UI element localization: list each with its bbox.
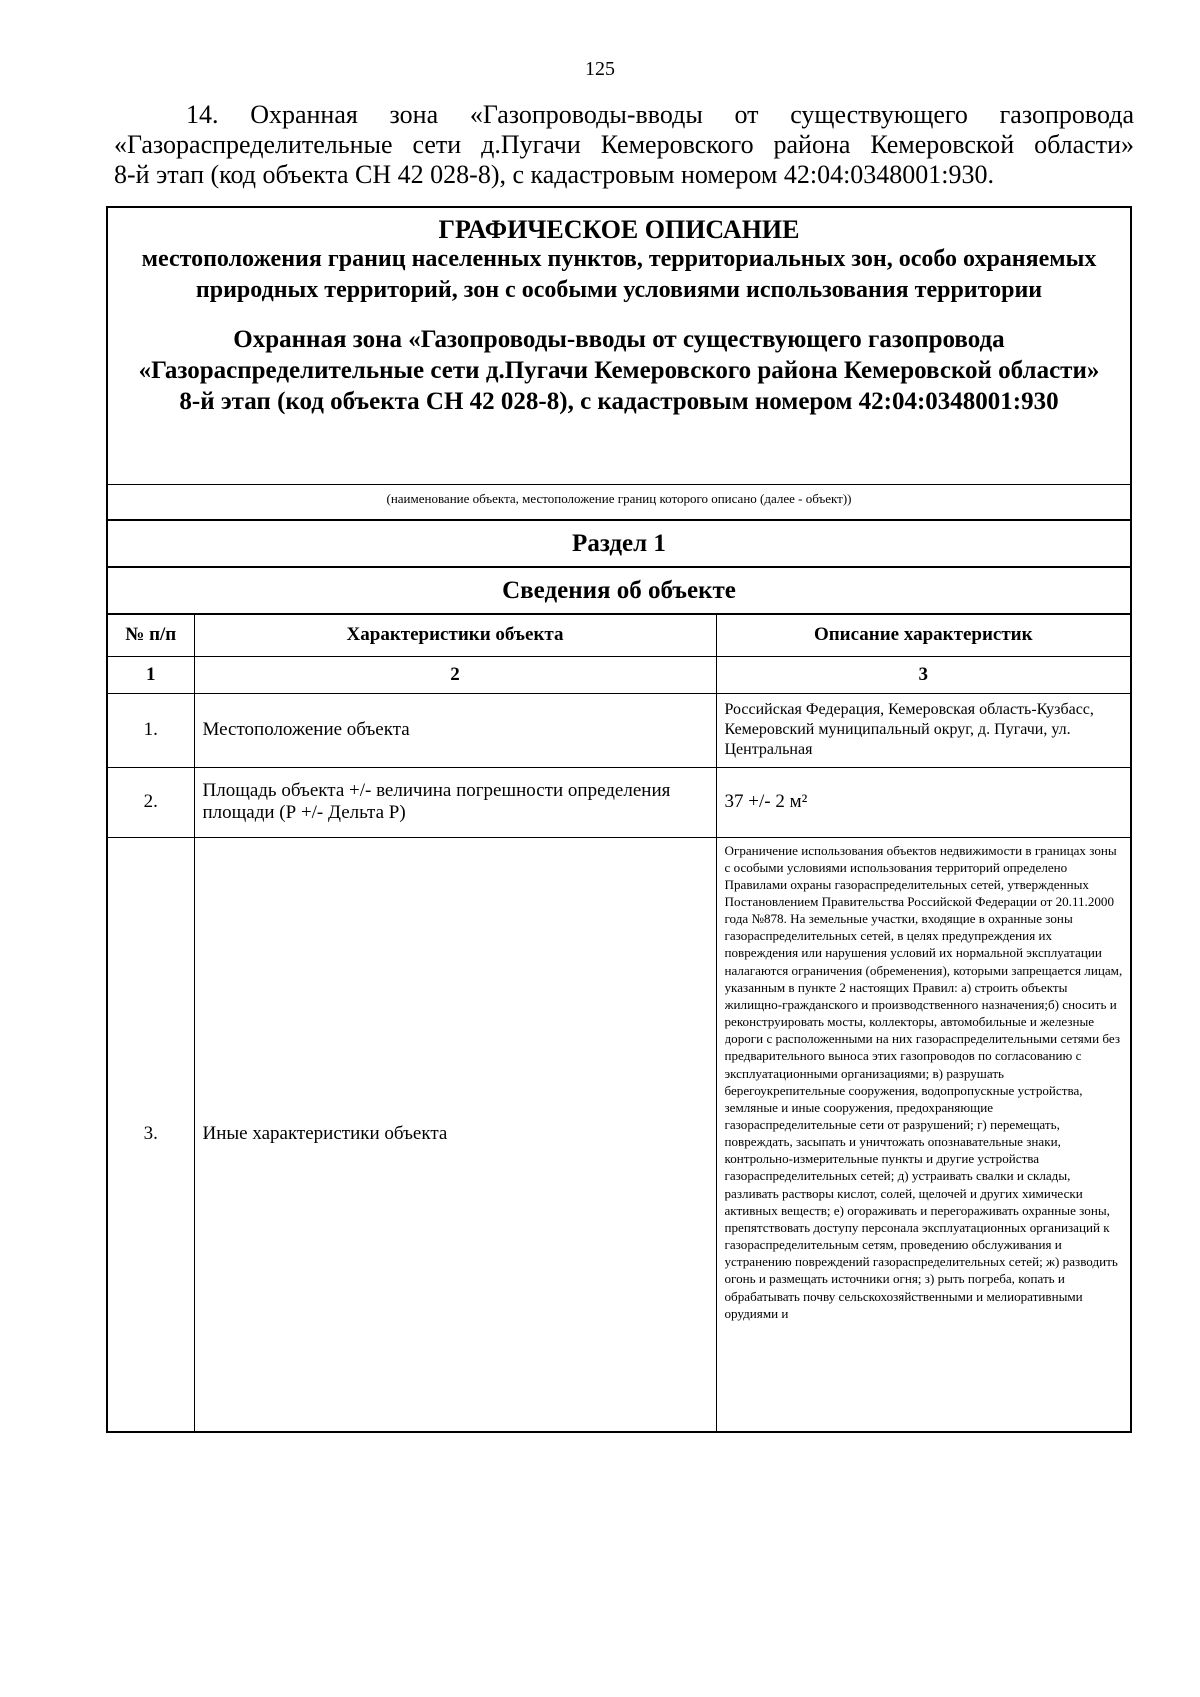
row-description-cell (716, 837, 1130, 1431)
section-label: Раздел 1 (108, 519, 1130, 566)
row-characteristic: Местоположение объекта (194, 693, 716, 767)
intro-line-2: «Газораспределительные сети д.Пугачи Кемеровского района Кемеровской области» (114, 130, 1134, 159)
table-row (108, 837, 1130, 1431)
header-number: № п/п (108, 614, 194, 656)
row-characteristic: Иные характеристики объекта (194, 837, 716, 1431)
row-number: 1. (108, 693, 194, 767)
column-number-row (108, 656, 1130, 693)
column-number-2: 2 (194, 656, 716, 693)
object-caption: (наименование объекта, местоположение границ которого описано (далее - объект)) (108, 484, 1130, 519)
header-description: Описание характеристик (716, 614, 1130, 656)
row-number: 2. (108, 767, 194, 837)
form-title: ГРАФИЧЕСКОЕ ОПИСАНИЕ (438, 215, 800, 244)
row-description: 37 +/- 2 м² (716, 767, 1130, 837)
row-description: Ограничение использования объектов недвижимости в границах зоны с особыми условиями использования территорий определено Правилами охраны газораспределительных сетей, утвержденных Постановлением Правительства Российской Федерации от 20.11.2000 года №878. На земельные участки, входящие в охранные зоны газораспределительных сетей, в целях предупреждения их повреждения или нарушения условий их нормальной эксплуатации налагаются ограничения (обременения), которыми запрещается лицам, указанным в пункте 2 настоящих Правил: а) строить объекты жилищно-гражданского и производственного назначения;б) сносить и реконструировать мосты, коллекторы, автомобильные и железные дороги с расположенными на них газораспределительными сетями без предварительного выноса этих газопроводов по согласованию с эксплуатационными организациями; в) разрушать берегоукрепительные сооружения, водопропускные устройства, земляные и иные сооружения, предохраняющие газораспределительные сети от разрушений; г) перемещать, повреждать, засыпать и уничтожать опознавательные знаки, контрольно-измерительные пункты и другие устройства газораспределительных сетей; д) устраивать свалки и склады, разливать растворы кислот, солей, щелочей и других химически активных веществ; е) огораживать и перегораживать охранные зоны, препятствовать доступу персонала эксплуатационных организаций к газораспределительным сетям, проведению обслуживания и устранению повреждений газораспределительных сетей; ж) разводить огонь и размещать источники огня; з) рыть погреба, копать и обрабатывать почву сельскохозяйственными и мелиоративными орудиями и (724, 842, 1123, 1321)
page-number: 125 (585, 58, 615, 80)
row-characteristic: Площадь объекта +/- величина погрешности определения площади (Р +/- Дельта Р) (194, 767, 716, 837)
intro-line-1: 14. Охранная зона «Газопроводы-вводы от существующего газопровода (186, 100, 1134, 129)
intro-paragraph (114, 100, 1134, 190)
table-row (108, 693, 1130, 767)
row-description: Российская Федерация, Кемеровская область-Кузбасс, Кемеровский муниципальный округ, д. Пугачи, ул. Центральная (716, 693, 1130, 767)
form-subtitle: местоположения границ населенных пунктов, территориальных зон, особо охраняемых природных территорий, зон с особыми условиями использования территории (141, 246, 1097, 303)
header-characteristic: Характеристики объекта (194, 614, 716, 656)
section-title: Сведения об объекте (108, 566, 1130, 613)
row-number: 3. (108, 837, 194, 1431)
object-name: Охранная зона «Газопроводы-вводы от существующего газопровода «Газораспределительные сети д.Пугачи Кемеровского района Кемеровской области» 8-й этап (код объекта СН 42 028-8), с кадастровым номером 42:04:0348001:930 (138, 326, 1100, 415)
column-number-3: 3 (716, 656, 1130, 693)
object-info-table (108, 613, 1130, 1431)
column-number-1: 1 (108, 656, 194, 693)
table-header-row (108, 614, 1130, 656)
intro-line-3: 8-й этап (код объекта СН 42 028-8), с кадастровым номером 42:04:0348001:930. (114, 160, 995, 189)
graphic-description-form (106, 206, 1132, 1433)
form-heading (108, 208, 1130, 484)
table-row (108, 767, 1130, 837)
